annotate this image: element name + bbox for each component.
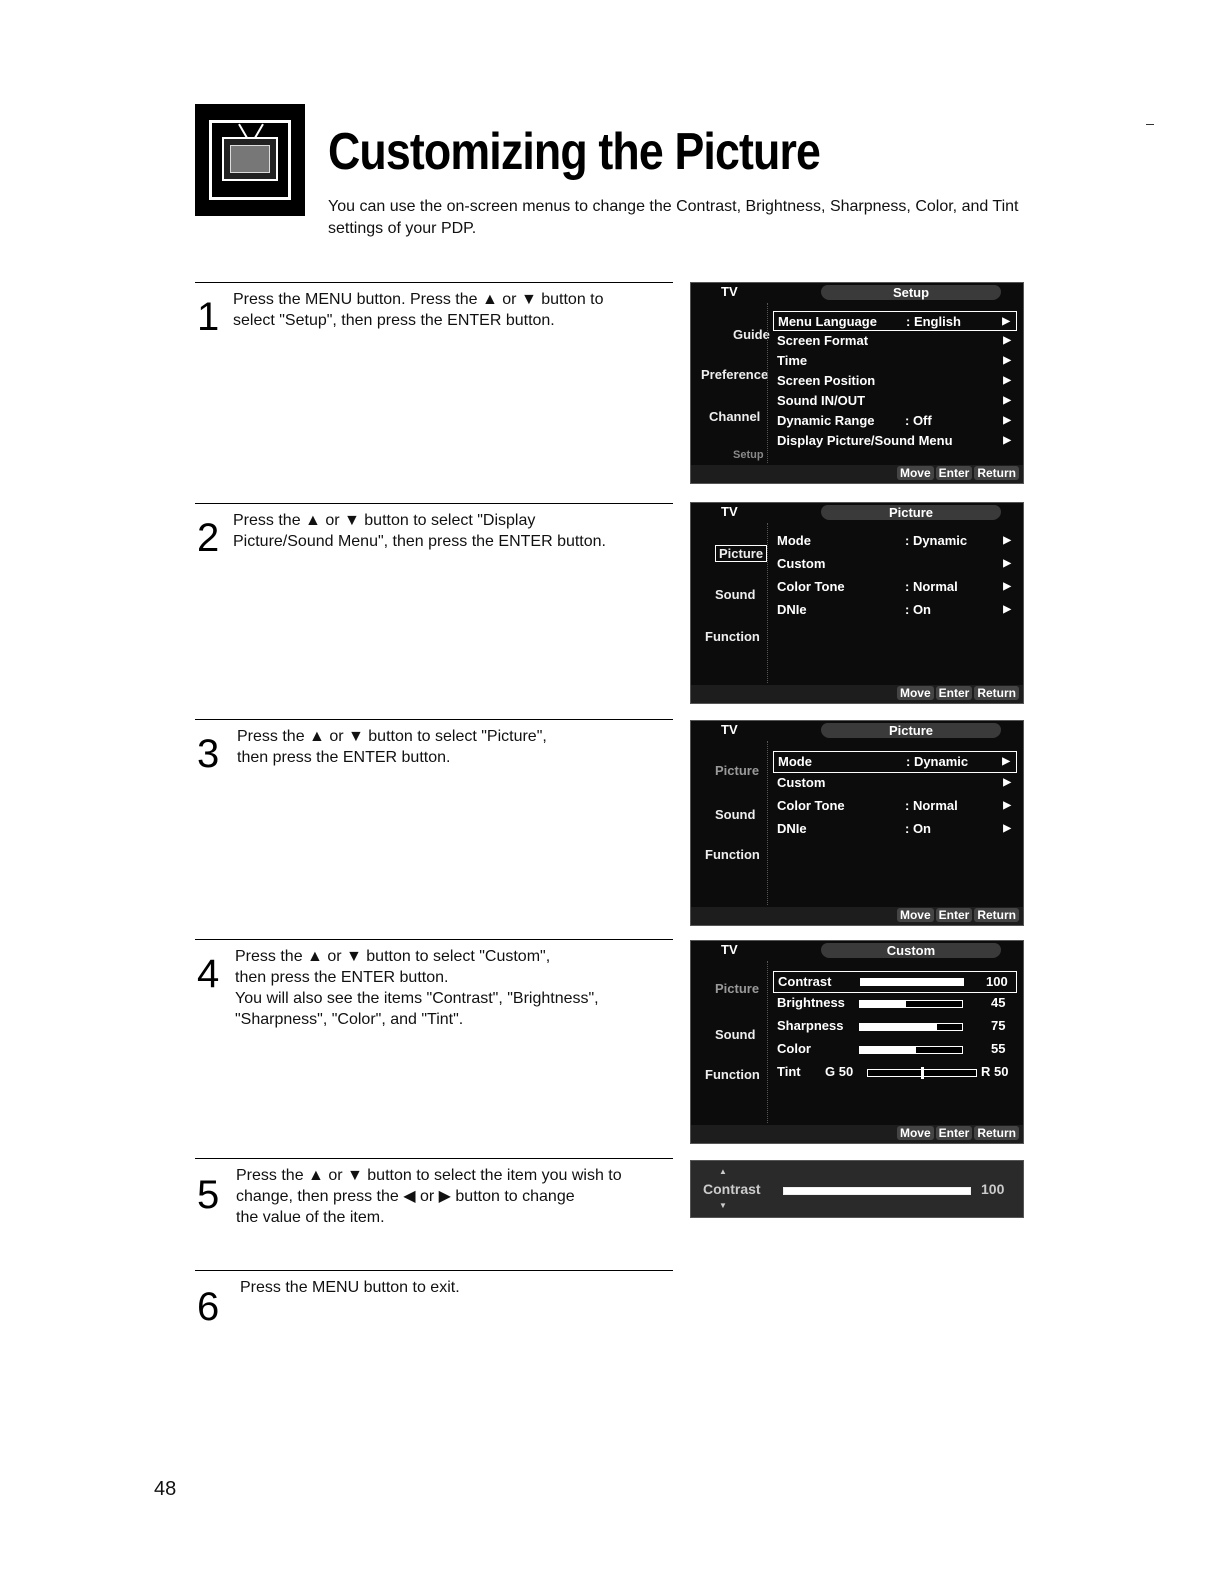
step-number: 2 — [197, 516, 220, 560]
osd-row-mode[interactable] — [773, 751, 1017, 773]
osd-side-picture[interactable]: Picture — [715, 763, 760, 778]
osd-side-function[interactable]: Function — [705, 847, 760, 862]
osd-banner: Custom — [821, 943, 1001, 958]
arrow-right-icon: ▶ — [1003, 395, 1011, 406]
osd-row-display-picture-sound[interactable] — [773, 431, 1017, 451]
move-hint: Move — [897, 1126, 934, 1140]
step-2 — [195, 503, 673, 703]
color-slider[interactable] — [859, 1046, 963, 1054]
osd-tv-label: TV — [721, 284, 738, 299]
osd-tv-label: TV — [721, 504, 738, 519]
adjust-label: Contrast — [703, 1181, 761, 1197]
arrow-right-icon: ▶ — [1003, 823, 1011, 834]
osd-row-contrast[interactable] — [773, 971, 1017, 993]
osd-row-label: Mode — [778, 754, 812, 769]
osd-row-value: : Dynamic — [905, 533, 968, 548]
osd-side-channel[interactable]: Channel — [709, 409, 761, 424]
step-number: 5 — [197, 1173, 220, 1217]
adjust-value: 100 — [981, 1181, 1005, 1197]
step-line: the value of the item. — [236, 1209, 385, 1226]
enter-hint: Enter — [936, 908, 973, 922]
arrow-right-icon: ▶ — [1002, 756, 1010, 767]
osd-sidebar — [695, 941, 765, 1121]
osd-contrast-adjust — [690, 1160, 1024, 1218]
osd-row-label: Tint — [777, 1064, 801, 1079]
arrow-right-icon: ▶ — [1003, 375, 1011, 386]
osd-row-value: : On — [905, 602, 931, 617]
osd-setup-menu — [690, 282, 1024, 484]
enter-hint: Enter — [936, 1126, 973, 1140]
step-1 — [195, 282, 673, 482]
arrow-right-icon: ▶ — [1003, 581, 1011, 592]
step-line: You will also see the items "Contrast", "Brightness", — [235, 990, 599, 1007]
arrow-right-icon: ▶ — [1003, 800, 1011, 811]
step-line: change, then press the ◀ or ▶ button to change — [236, 1188, 575, 1205]
osd-side-function[interactable]: Function — [705, 1067, 760, 1082]
step-line: Picture/Sound Menu", then press the ENTER button. — [233, 533, 606, 550]
osd-row-value: 45 — [991, 995, 1006, 1010]
margin-mark — [1146, 124, 1154, 125]
osd-row-value: 55 — [991, 1041, 1006, 1056]
osd-row-label: Sharpness — [777, 1018, 844, 1033]
osd-row-time[interactable] — [773, 351, 1017, 371]
enter-hint: Enter — [936, 466, 973, 480]
osd-row-label: Screen Position — [777, 373, 876, 388]
arrow-down-icon: ▼ — [719, 1201, 727, 1210]
page-title: Customizing the Picture — [328, 123, 821, 181]
step-line: Press the ▲ or ▼ button to select "Picture", — [237, 728, 547, 745]
move-hint: Move — [897, 908, 934, 922]
arrow-right-icon: ▶ — [1003, 777, 1011, 788]
arrow-right-icon: ▶ — [1002, 316, 1010, 327]
step-line: Press the MENU button. Press the ▲ or ▼ button to — [233, 291, 604, 308]
arrow-right-icon: ▶ — [1003, 335, 1011, 346]
step-text — [235, 946, 675, 1030]
step-3 — [195, 719, 673, 919]
step-line: "Sharpness", "Color", and "Tint". — [235, 1011, 464, 1028]
osd-row-label: Dynamic Range — [777, 413, 875, 428]
osd-row-value: : Normal — [905, 579, 958, 594]
osd-side-picture[interactable]: Picture — [715, 545, 767, 562]
osd-nav-bar — [691, 1125, 1023, 1143]
osd-row-label: Color Tone — [777, 798, 845, 813]
contrast-slider[interactable] — [860, 978, 964, 986]
osd-row-dnie[interactable] — [773, 819, 1017, 842]
osd-row-custom[interactable] — [773, 554, 1017, 577]
osd-nav-bar — [691, 465, 1023, 483]
osd-row-value: : English — [906, 314, 961, 329]
osd-row-label: Custom — [777, 775, 826, 790]
tint-green-value: G 50 — [825, 1064, 854, 1079]
osd-row-value: : On — [905, 821, 931, 836]
osd-row-label: DNIe — [777, 602, 807, 617]
osd-menu-rows — [773, 531, 1017, 623]
step-number: 1 — [197, 295, 220, 339]
osd-picture-menu — [690, 502, 1024, 704]
osd-row-label: Contrast — [778, 974, 832, 989]
step-line: then press the ENTER button. — [235, 969, 449, 986]
tv-icon — [195, 104, 305, 216]
return-hint: Return — [974, 1126, 1019, 1140]
osd-row-color-tone[interactable] — [773, 577, 1017, 600]
arrow-up-icon: ▲ — [719, 1167, 727, 1176]
return-hint: Return — [974, 466, 1019, 480]
return-hint: Return — [974, 686, 1019, 700]
step-line: Press the ▲ or ▼ button to select "Display — [233, 512, 536, 529]
osd-row-label: Custom — [777, 556, 826, 571]
step-6 — [195, 1270, 673, 1330]
step-text — [237, 726, 677, 768]
step-4 — [195, 939, 673, 1139]
osd-row-sound-in-out[interactable] — [773, 391, 1017, 411]
osd-row-label: DNIe — [777, 821, 807, 836]
step-text — [236, 1165, 676, 1228]
osd-sidebar — [695, 503, 765, 683]
osd-side-function[interactable]: Function — [705, 629, 760, 644]
osd-row-label: Time — [777, 353, 808, 368]
osd-menu-rows — [773, 311, 1017, 451]
step-text — [233, 510, 673, 552]
osd-custom-rows — [773, 971, 1017, 1085]
osd-sidebar — [695, 283, 770, 463]
osd-tv-label: TV — [721, 722, 738, 737]
return-hint: Return — [974, 908, 1019, 922]
osd-row-sharpness[interactable] — [773, 1016, 1017, 1039]
osd-row-mode[interactable] — [773, 531, 1017, 554]
step-5 — [195, 1158, 673, 1258]
osd-menu-rows — [773, 751, 1017, 842]
move-hint: Move — [897, 466, 934, 480]
osd-nav-bar — [691, 685, 1023, 703]
osd-row-dynamic-range[interactable] — [773, 411, 1017, 431]
osd-row-brightness[interactable] — [773, 993, 1017, 1016]
arrow-right-icon: ▶ — [1003, 415, 1011, 426]
osd-side-sound[interactable]: Sound — [715, 587, 756, 602]
tint-red-value: R 50 — [981, 1064, 1009, 1079]
arrow-right-icon: ▶ — [1003, 558, 1011, 569]
page-number: 48 — [154, 1478, 177, 1500]
osd-banner: Picture — [821, 723, 1001, 738]
osd-row-color[interactable] — [773, 1039, 1017, 1062]
osd-row-value: : Off — [905, 413, 932, 428]
osd-row-label: Brightness — [777, 995, 845, 1010]
brightness-slider[interactable] — [859, 1000, 963, 1008]
step-number: 3 — [197, 732, 220, 776]
osd-row-value: 75 — [991, 1018, 1006, 1033]
osd-side-guide[interactable]: Guide — [733, 327, 770, 342]
osd-side-picture[interactable]: Picture — [715, 981, 760, 996]
osd-row-screen-position[interactable] — [773, 371, 1017, 391]
osd-side-preference[interactable]: Preference — [701, 367, 769, 382]
step-line: Press the MENU button to exit. — [240, 1279, 460, 1296]
osd-row-label: Color Tone — [777, 579, 845, 594]
osd-row-value: 100 — [986, 974, 1008, 989]
step-line: Press the ▲ or ▼ button to select "Custom", — [235, 948, 551, 965]
step-line: select "Setup", then press the ENTER button. — [233, 312, 555, 329]
step-line: Press the ▲ or ▼ button to select the item you wish to — [236, 1167, 622, 1184]
step-line: then press the ENTER button. — [237, 749, 451, 766]
osd-row-label: Menu Language — [778, 314, 877, 329]
osd-row-label: Mode — [777, 533, 811, 548]
page-subtitle: You can use the on-screen menus to change the Contrast, Brightness, Sharpness, Color, and Tint settings of your PDP. — [328, 198, 1019, 237]
move-hint: Move — [897, 686, 934, 700]
osd-row-color-tone[interactable] — [773, 796, 1017, 819]
osd-side-sound[interactable]: Sound — [715, 1027, 756, 1042]
osd-row-value: : Dynamic — [906, 754, 969, 769]
step-text — [233, 289, 673, 331]
step-number: 4 — [197, 952, 220, 996]
osd-side-sound[interactable]: Sound — [715, 807, 756, 822]
osd-banner: Setup — [821, 285, 1001, 300]
osd-row-label: Screen Format — [777, 333, 869, 348]
osd-sidebar — [695, 721, 765, 901]
adjust-slider[interactable] — [783, 1187, 971, 1195]
osd-banner: Picture — [821, 505, 1001, 520]
tint-slider[interactable] — [867, 1069, 977, 1077]
sharpness-slider[interactable] — [859, 1023, 963, 1031]
osd-row-screen-format[interactable] — [773, 331, 1017, 351]
enter-hint: Enter — [936, 686, 973, 700]
osd-row-custom[interactable] — [773, 773, 1017, 796]
osd-side-setup[interactable]: Setup — [733, 449, 764, 461]
step-text — [240, 1277, 680, 1298]
osd-tv-label: TV — [721, 942, 738, 957]
osd-row-tint[interactable] — [773, 1062, 1017, 1085]
arrow-right-icon: ▶ — [1003, 355, 1011, 366]
osd-row-label: Display Picture/Sound Menu — [777, 433, 953, 448]
osd-row-menu-language[interactable] — [773, 311, 1017, 331]
arrow-right-icon: ▶ — [1003, 435, 1011, 446]
step-number: 6 — [197, 1285, 220, 1329]
osd-row-label: Color — [777, 1041, 811, 1056]
osd-custom-menu — [690, 940, 1024, 1144]
osd-row-label: Sound IN/OUT — [777, 393, 866, 408]
arrow-right-icon: ▶ — [1003, 535, 1011, 546]
osd-nav-bar — [691, 907, 1023, 925]
osd-row-dnie[interactable] — [773, 600, 1017, 623]
arrow-right-icon: ▶ — [1003, 604, 1011, 615]
osd-row-value: : Normal — [905, 798, 958, 813]
osd-picture-mode-menu — [690, 720, 1024, 926]
